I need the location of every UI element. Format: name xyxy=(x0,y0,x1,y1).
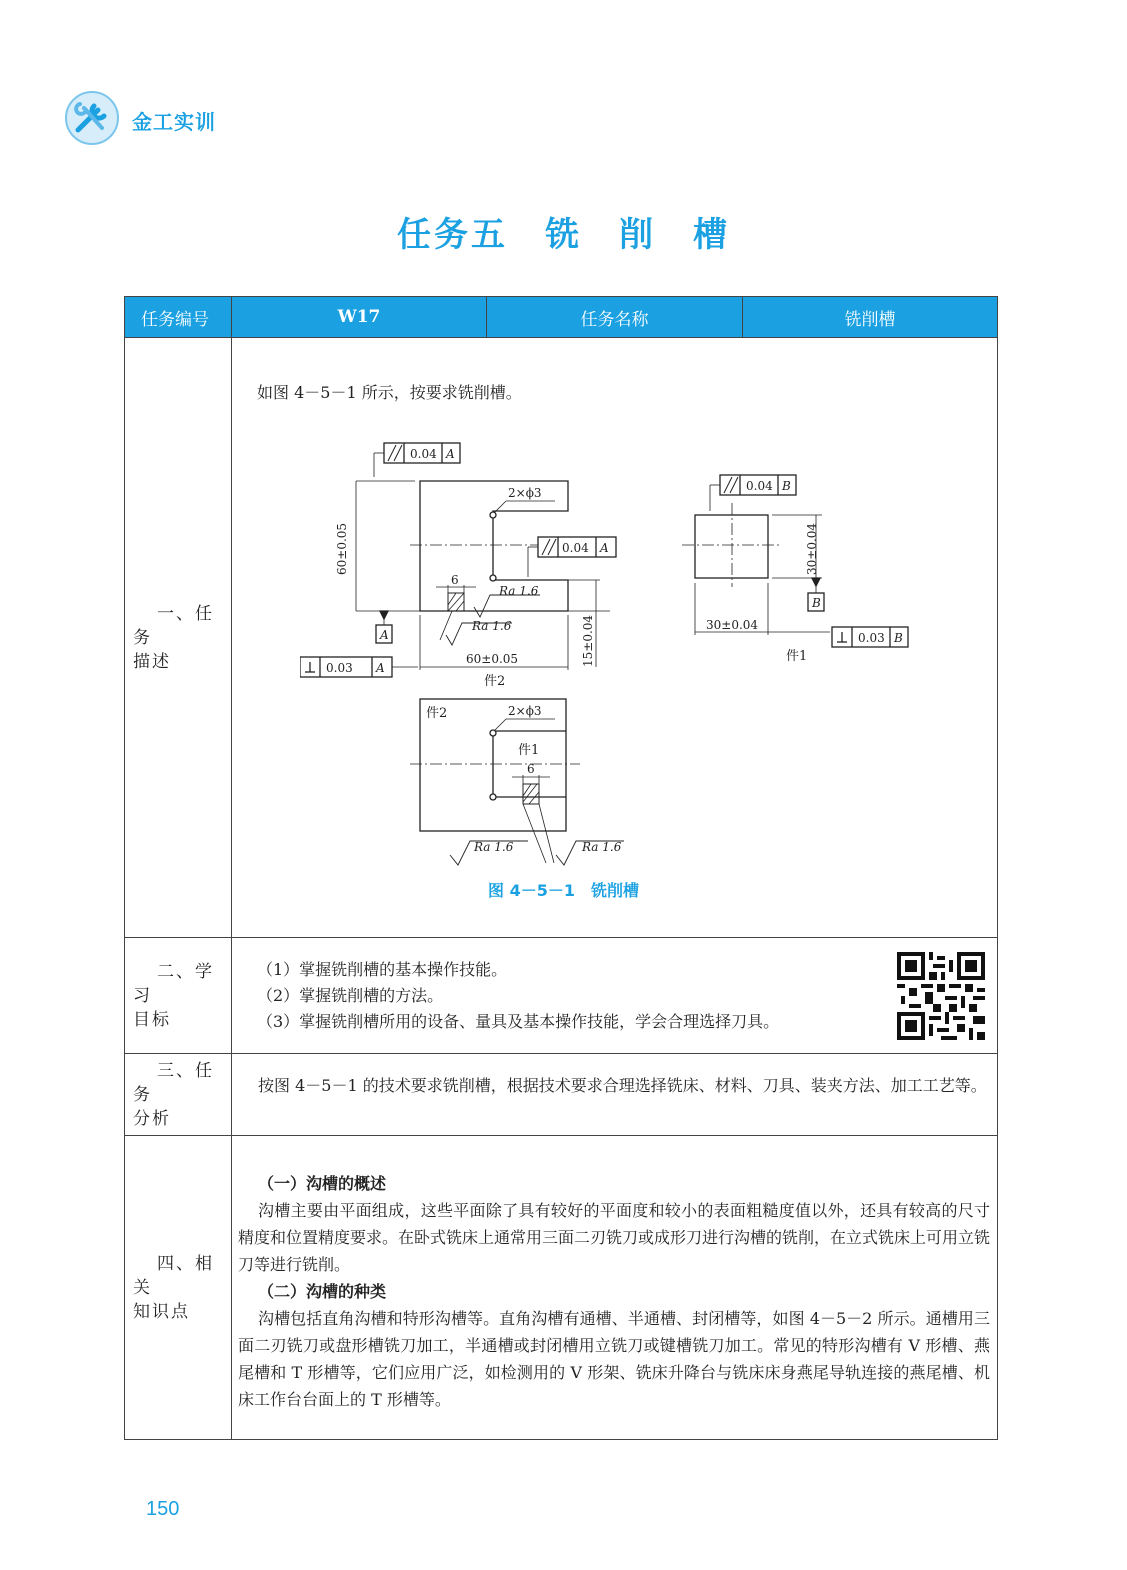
dim-60-height: 60±0.05 xyxy=(335,522,349,575)
task-name-label: 任务名称 xyxy=(487,297,743,338)
tol-perp-a-value: 0.03 xyxy=(326,661,353,675)
description-label: 一、任务 描述 xyxy=(125,338,232,938)
task-number-label: 任务编号 xyxy=(125,297,232,338)
roughness-4: Ra 1.6 xyxy=(582,840,622,854)
table-header-row xyxy=(125,297,998,338)
page-title: 任务五 铣 削 槽 xyxy=(397,215,730,255)
tol-parallel-a2-datum: A xyxy=(600,541,609,555)
goals-label: 二、学习 目标 xyxy=(125,938,232,1054)
holes-label-assembly: 2×ϕ3 xyxy=(508,704,542,718)
analysis-text: 按图 4－5－1 的技术要求铣削槽，根据技术要求合理选择铣床、材料、刀具、装夹方法、加工工艺等。 xyxy=(258,1076,987,1095)
paragraph-types: 沟槽包括直角沟槽和特形沟槽等。直角沟槽有通槽、半通槽、封闭槽等，如图 4－5－2 所示。通槽用三面二刃铣刀或盘形槽铣刀加工，半通槽或封闭槽用立铣刀或键槽铣刀加工。常见的特形沟槽有 V 形槽、燕尾槽和 T 形槽等，它们应用广泛，如检测用的 V 形架、铣床升降台与铣床床身燕尾导轨连接的燕尾槽、机床工作台台面上的 T 形槽等。 xyxy=(238,1309,990,1409)
tol-perp-a-datum: A xyxy=(376,661,385,675)
datum-a: A xyxy=(380,628,389,642)
goals-list xyxy=(257,957,779,1035)
goal-item: （3）掌握铣削槽所用的设备、量具及基本操作技能，学会合理选择刀具。 xyxy=(257,1012,780,1031)
wrench-logo-icon xyxy=(64,90,120,146)
roughness-3: Ra 1.6 xyxy=(474,840,514,854)
figure-caption: 图 4－5－1 铣削槽 xyxy=(488,881,639,900)
dim-60-width: 60±0.05 xyxy=(466,652,519,666)
tol-parallel-a2-value: 0.04 xyxy=(562,541,589,555)
dim-15: 15±0.04 xyxy=(581,614,595,667)
goal-item: （2）掌握铣削槽的方法。 xyxy=(257,986,444,1005)
assembly-part2-label: 件2 xyxy=(426,706,448,721)
book-title: 金工实训 xyxy=(132,110,216,134)
task-name-value: 铣削槽 xyxy=(743,297,998,338)
dim-6-assembly: 6 xyxy=(527,762,535,776)
task-number-value: W17 xyxy=(232,297,487,338)
page-number: 150 xyxy=(146,1498,180,1520)
tol-parallel-a-datum: A xyxy=(446,447,455,461)
tol-perp-b-datum: B xyxy=(894,631,903,645)
tol-parallel-a-value: 0.04 xyxy=(410,447,437,461)
assembly-part1-label: 件1 xyxy=(518,743,540,758)
part2-label: 件2 xyxy=(484,674,506,689)
roughness-1: Ra 1.6 xyxy=(499,584,539,598)
description-intro: 如图 4－5－1 所示，按要求铣削槽。 xyxy=(257,383,522,402)
tol-perp-b-value: 0.03 xyxy=(858,631,885,645)
tol-parallel-b-datum: B xyxy=(782,479,791,493)
analysis-label: 三、任务 分析 xyxy=(125,1054,232,1136)
holes-label: 2×ϕ3 xyxy=(508,486,542,500)
technical-drawing xyxy=(300,435,940,875)
dim-30-width: 30±0.04 xyxy=(706,618,759,632)
qr-code-icon[interactable] xyxy=(897,952,985,1040)
knowledge-text xyxy=(238,1170,990,1413)
dim-6: 6 xyxy=(451,573,459,587)
datum-b: B xyxy=(812,596,821,610)
paragraph-overview: 沟槽主要由平面组成，这些平面除了具有较好的平面度和较小的表面粗糙度值以外，还具有较高的尺寸精度和位置精度要求。在卧式铣床上通常用三面二刃铣刀或成形刀进行沟槽的铣削，在立式铣床上可用立铣刀等进行铣削。 xyxy=(238,1201,991,1274)
knowledge-label: 四、相关 知识点 xyxy=(125,1136,232,1440)
tol-parallel-b-value: 0.04 xyxy=(746,479,773,493)
part1-label: 件1 xyxy=(786,649,808,664)
dim-30-height: 30±0.04 xyxy=(805,522,819,575)
subheading-types: （二）沟槽的种类 xyxy=(258,1282,387,1301)
subheading-overview: （一）沟槽的概述 xyxy=(258,1174,387,1193)
goal-item: （1）掌握铣削槽的基本操作技能。 xyxy=(257,960,508,979)
roughness-2: Ra 1.6 xyxy=(472,619,512,633)
